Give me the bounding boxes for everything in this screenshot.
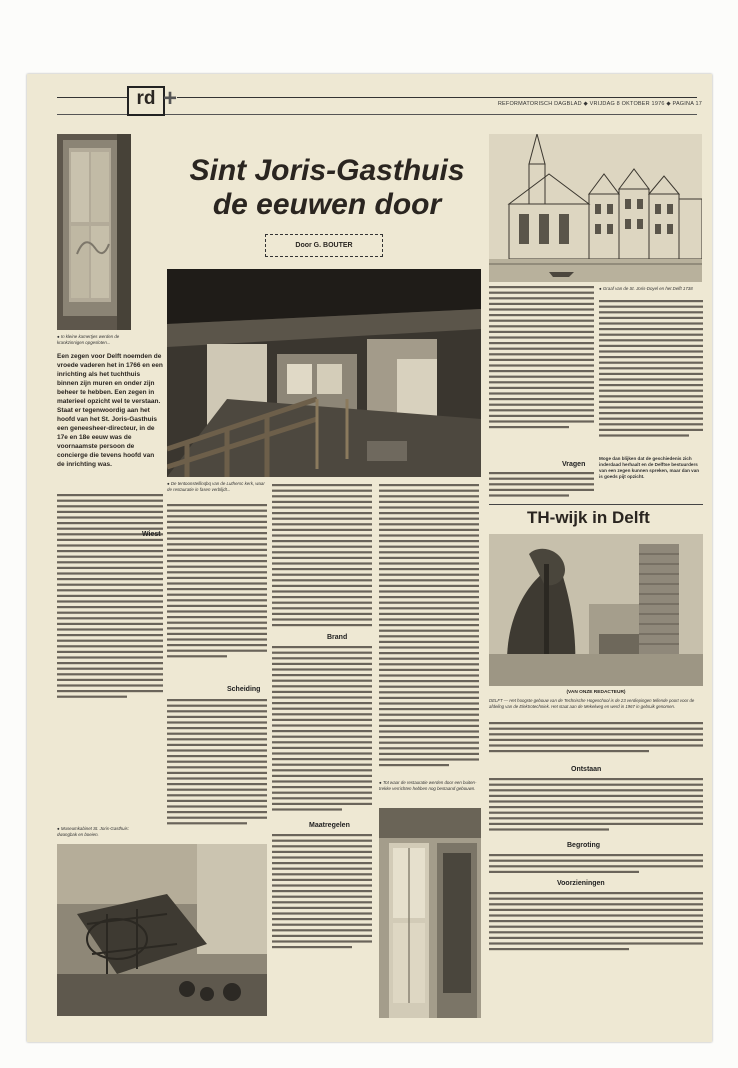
far-right-text [599,300,703,450]
logo-plus-icon: + [163,85,178,112]
th-wijk-photo [489,534,703,686]
section-heading-scheiding: Scheiding [227,686,261,693]
middle-right-text [272,484,372,634]
interior-photo-caption: ● De tentoonstellinqbq van de Luthersc kerk, waar de restauratie in fasen verblijdt... [167,481,265,492]
window-photo [57,134,131,330]
article-title [177,154,477,222]
side-article-title: TH-wijk in Delft [527,508,650,527]
header-rule-left [57,97,127,98]
window-photo-caption: ● In kleine kamertjes werden de krankzinnigen opgesloten... [57,334,120,345]
side-article-rule [489,504,703,505]
museum-photo-caption: ● Museumkabinet St. Joris-Gasthuis: dwangbak en boeien. [57,826,129,837]
side-article-text-1 [489,722,703,764]
side-article-dateline: (VAN ONZE REDACTEUR) [566,690,626,695]
church-drawing-caption: ● Graaf van de St. Joris-Doyel en het Delft 1738 [599,286,693,291]
header-info: REFORMATORISCH DAGBLAD ◆ VRIJDAG 8 OKTOBER 1976 ◆ PAGINA 17 [497,101,702,107]
section-heading-maatregelen: Maatregelen [309,822,350,829]
byline: Door G. BOUTER [265,234,383,257]
middle-left-text-2 [167,699,267,839]
section-heading-wiest: Wiest [142,531,161,538]
side-article-text-4 [489,892,703,962]
newspaper-logo: rd [127,86,165,116]
newspaper-page [27,74,712,1042]
header-rule-right [177,97,697,98]
third-column-text [379,484,479,774]
closing-paragraph: Moge dan blijken dat de geschiedenis zich inderdaad herhaalt en de Delftse bestuurders van een zegen kunnen spreken, maar dan van is goeds pijt opzicht. [599,456,700,479]
side-article-text-2 [489,778,703,838]
section-heading-vragen: Vragen [562,461,586,468]
restaurant-photo-caption: ● Tot waar de restauratie werden door een buiten-trekke verrichten hebben nog bestaand gebouwn. [379,780,477,791]
section-heading-ontstaan: Ontstaan [571,766,602,773]
middle-right-text-2 [272,646,372,826]
interior-photo [167,269,481,477]
restaurant-photo [379,808,481,1018]
title-line-1: Sint Joris-Gasthuis [189,154,465,187]
left-column-text [57,494,163,704]
section-heading-brand: Brand [327,634,348,641]
museum-photo [57,844,267,1016]
article-intro: Een zegen voor Delft noemden de vroede vaderen het in 1766 en een inrichting als het tuchthuis binnen zijn muren en onder zijn beheer te hebben. Een zegen in materieel opzicht wel te verstaan. Staat er tegenwoordig aan het hoofd van het St. Joris-Gasthuis een geneesheer-directeur, in de 17e en 18e eeuw was de voornaamste persoon de concierge die tevens hoofd van de inrichting was. [57,353,163,468]
title-line-2: de eeuwen door [212,188,442,221]
right-column-text-2 [489,472,594,502]
middle-left-text [167,504,267,664]
section-heading-voorzieningen: Voorzieningen [557,880,605,887]
side-article-lead: DELFT — Het hoogste gebouw van de Technische Hogeschool is de 23 verdiepingen tellende poort voor de afdeling van de Elektrotechniek. Het staat aan de Mekelweg en werd in 1967 in gebruik genomen. [489,698,695,709]
church-drawing [489,134,702,282]
middle-right-text-3 [272,834,372,964]
right-column-text [489,286,594,456]
section-heading-begroting: Begroting [567,842,601,849]
